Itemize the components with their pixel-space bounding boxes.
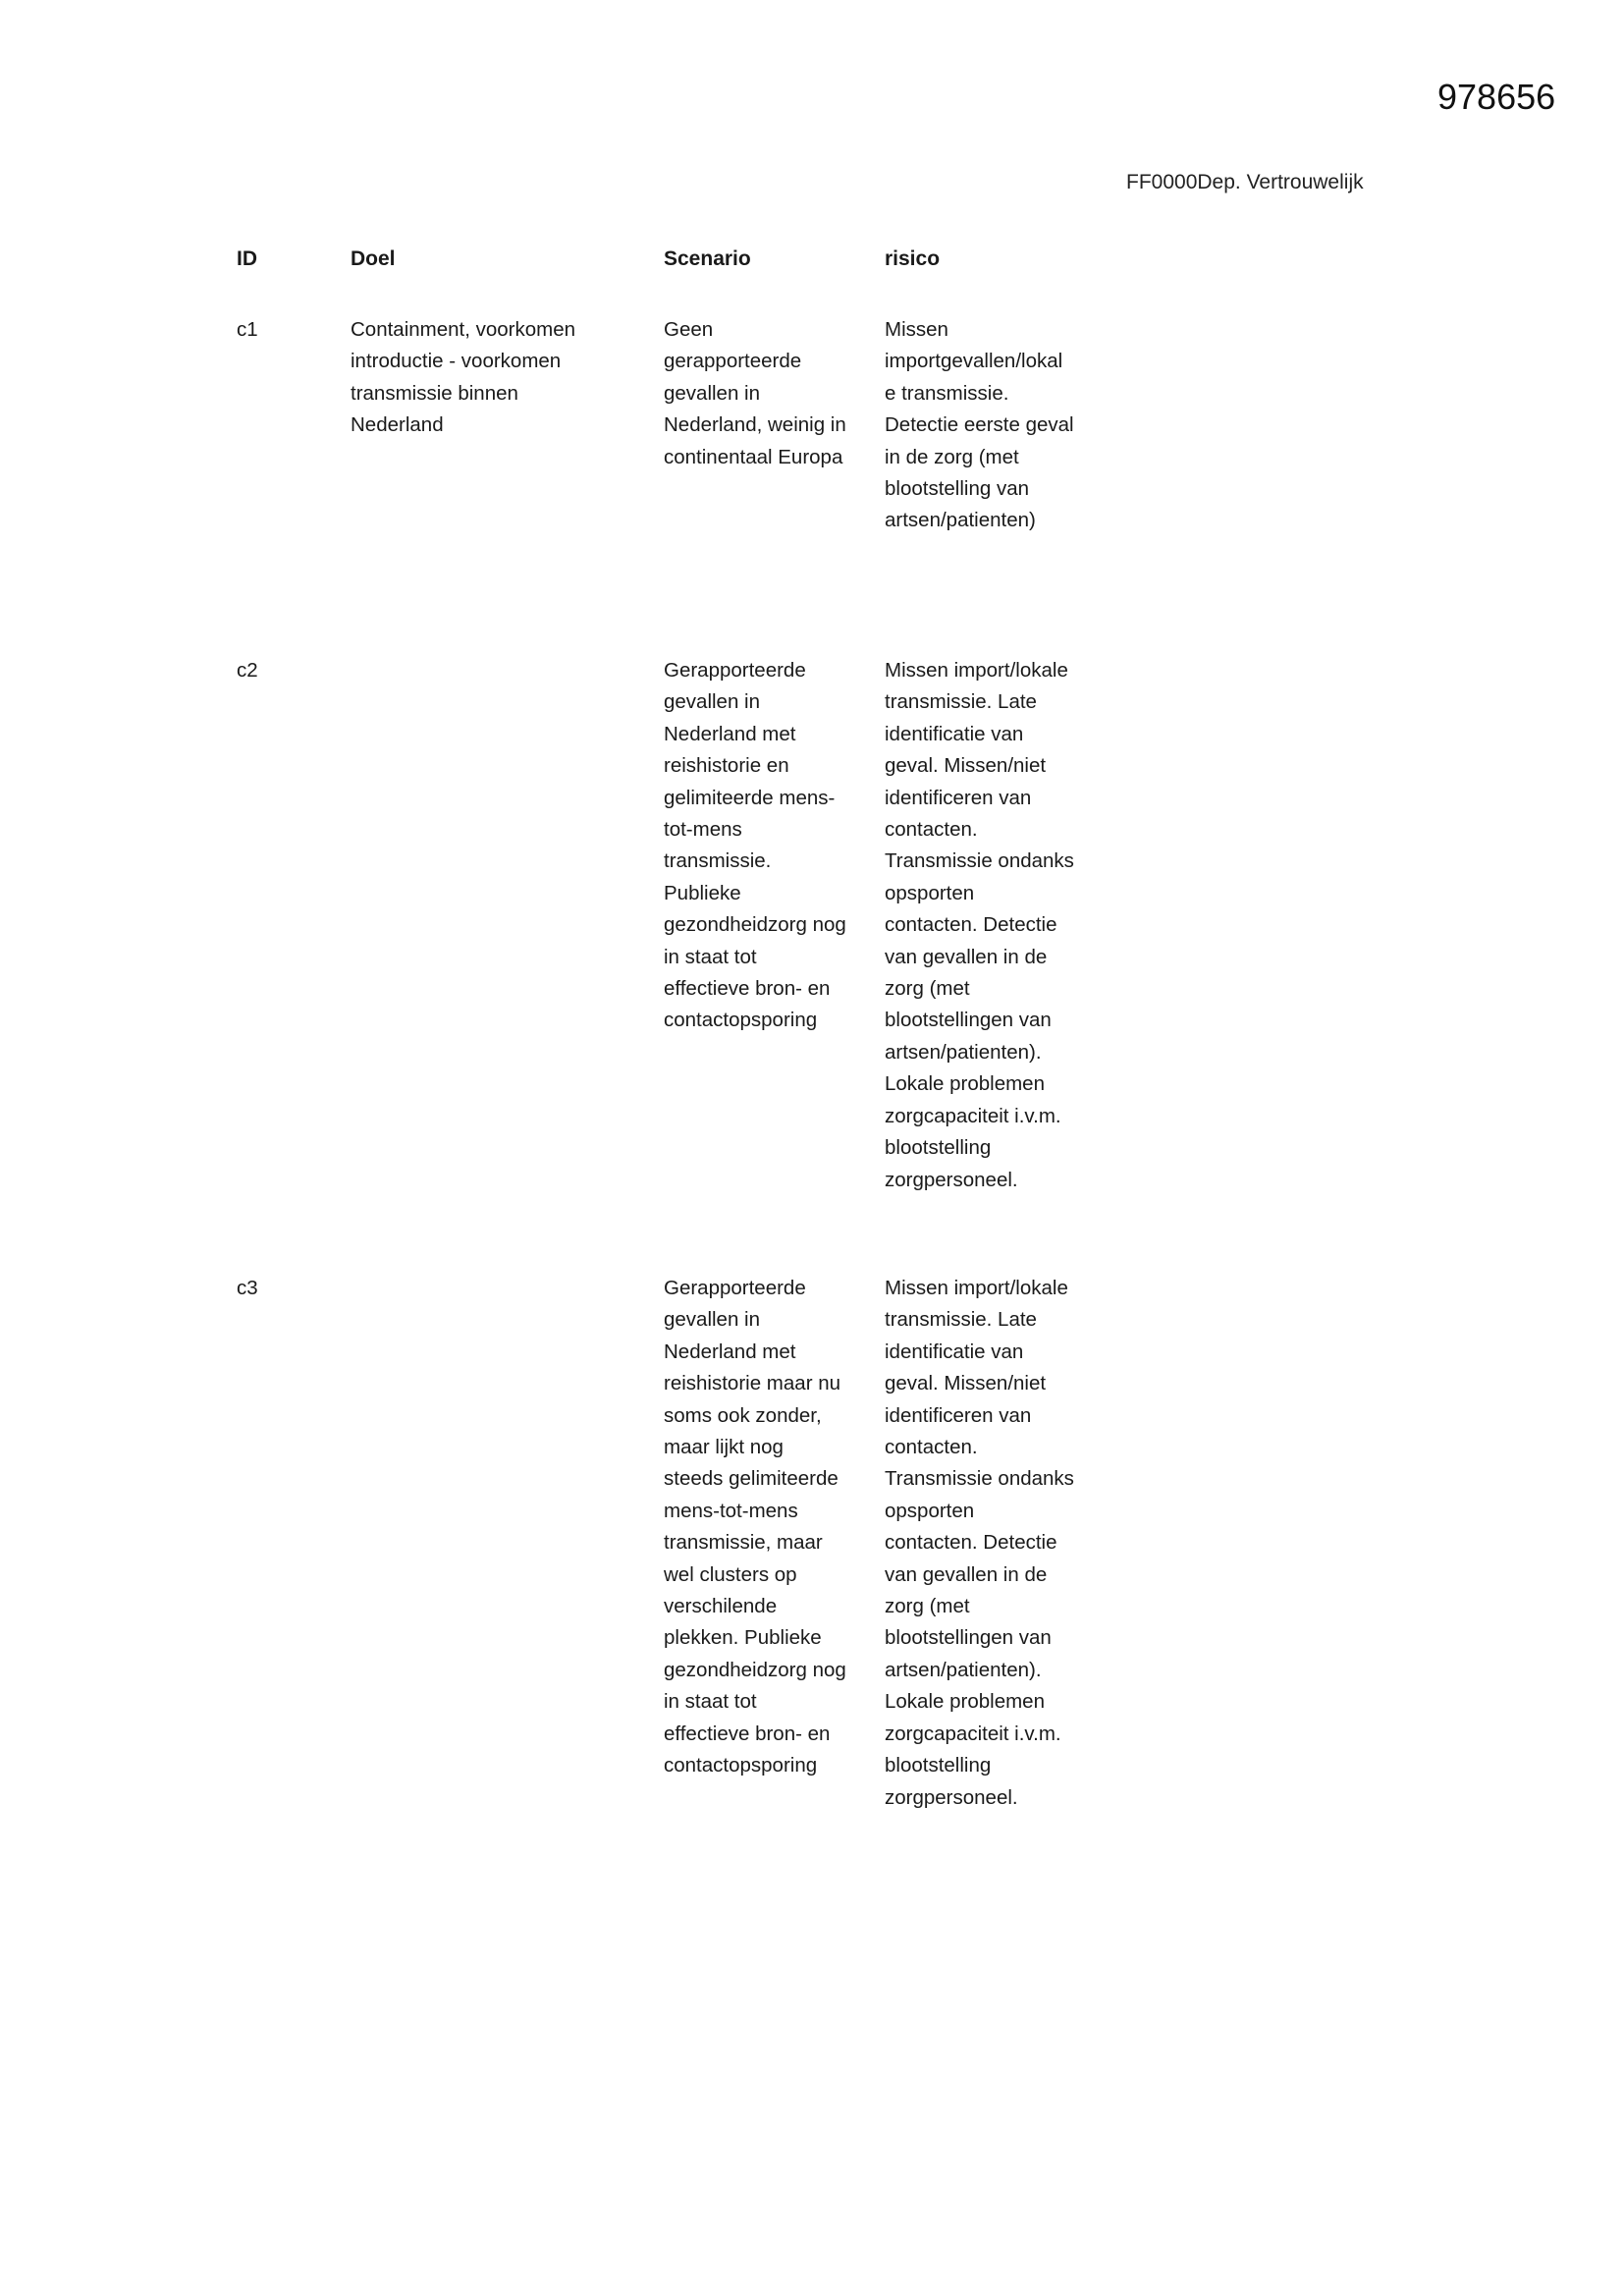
scenario-line: wel clusters op — [664, 1562, 797, 1586]
scenario-line: gezondheidzorg nog — [664, 913, 846, 937]
scenario-line: in staat tot — [664, 1690, 757, 1714]
risico-line: zorgpersoneel. — [885, 1785, 1018, 1809]
scenario-line: transmissie. — [664, 849, 772, 873]
risico-line: Missen import/lokale — [885, 1277, 1068, 1299]
risico-line: Lokale problemen — [885, 1690, 1045, 1714]
risico-line: blootstelling — [885, 1136, 992, 1160]
risico-line: contacten. — [885, 818, 978, 842]
risico-line: contacten. — [885, 1436, 978, 1459]
scenario-line: reishistorie en — [664, 754, 789, 778]
risico-line: Transmissie ondanks — [885, 849, 1074, 873]
cell-scenario — [664, 655, 846, 1037]
risico-line: blootstellingen van — [885, 1009, 1052, 1032]
risico-line: van gevallen in de — [885, 945, 1048, 968]
risico-line: blootstellingen van — [885, 1626, 1052, 1650]
doel-line: Nederland — [351, 413, 444, 437]
scenario-line: Nederland met — [664, 722, 796, 745]
scenario-line: soms ook zonder, — [664, 1403, 822, 1427]
cell-scenario — [664, 314, 846, 473]
risico-line: blootstelling — [885, 1754, 992, 1777]
scenario-line: reishistorie maar nu — [664, 1372, 841, 1395]
risico-line: identificatie van — [885, 722, 1024, 745]
scenario-line: transmissie, maar — [664, 1531, 823, 1555]
doel-line: introductie - voorkomen — [351, 350, 562, 373]
risico-line: Lokale problemen — [885, 1072, 1045, 1096]
risico-line: contacten. Detectie — [885, 1531, 1057, 1555]
scenario-line: mens-tot-mens — [664, 1499, 798, 1522]
risico-line: contacten. Detectie — [885, 913, 1057, 937]
risico-line: importgevallen/lokal — [885, 350, 1063, 373]
cell-doel — [351, 314, 575, 442]
header-scenario: Scenario — [664, 247, 751, 270]
risico-line: in de zorg (met — [885, 445, 1019, 468]
risico-line: van gevallen in de — [885, 1562, 1048, 1586]
scenario-line: Nederland met — [664, 1339, 796, 1363]
header-doel: Doel — [351, 247, 396, 270]
risico-line: identificatie van — [885, 1339, 1024, 1363]
risico-line: Missen — [885, 318, 948, 341]
doel-line: transmissie binnen — [351, 381, 518, 405]
scenario-line: Publieke — [664, 881, 741, 904]
risico-line: opsporten — [885, 1499, 975, 1522]
scenario-line: plekken. Publieke — [664, 1626, 822, 1650]
scenario-line: gerapporteerde — [664, 350, 802, 373]
risico-line: zorg (met — [885, 977, 970, 1001]
cell-risico — [885, 655, 1074, 1196]
risico-line: artsen/patienten). — [885, 1658, 1042, 1681]
risico-line: blootstelling van — [885, 477, 1030, 501]
cell-risico — [885, 314, 1074, 537]
risico-line: transmissie. Late — [885, 1308, 1037, 1332]
scenario-line: continentaal Europa — [664, 445, 843, 468]
scenario-line: gezondheidzorg nog — [664, 1658, 846, 1681]
header-id: ID — [237, 247, 257, 270]
scenario-line: Geen — [664, 318, 714, 341]
scenario-line: effectieve bron- en — [664, 977, 831, 1001]
row-id: c1 — [237, 318, 258, 341]
risico-line: Detectie eerste geval — [885, 413, 1074, 437]
row-id: c2 — [237, 659, 258, 682]
risico-line: geval. Missen/niet — [885, 1372, 1047, 1395]
scenario-line: steeds gelimiteerde — [664, 1467, 839, 1491]
scenario-line: Gerapporteerde — [664, 1277, 806, 1299]
scenario-line: verschilende — [664, 1595, 778, 1618]
document-number: 978656 — [1437, 77, 1556, 117]
risico-line: Transmissie ondanks — [885, 1467, 1074, 1491]
risico-line: artsen/patienten) — [885, 509, 1036, 532]
cell-scenario — [664, 1273, 846, 1782]
scenario-line: gevallen in — [664, 690, 761, 714]
risico-line: zorg (met — [885, 1595, 970, 1618]
scenario-line: contactopsporing — [664, 1754, 818, 1777]
risico-line: geval. Missen/niet — [885, 754, 1047, 778]
row-id: c3 — [237, 1277, 258, 1299]
risico-line: artsen/patienten). — [885, 1040, 1042, 1064]
scenario-line: effectieve bron- en — [664, 1722, 831, 1745]
header-risico: risico — [885, 247, 941, 270]
risico-line: e transmissie. — [885, 381, 1009, 405]
scenario-line: gevallen in — [664, 1308, 761, 1332]
risico-line: transmissie. Late — [885, 690, 1037, 714]
risico-line: Missen import/lokale — [885, 659, 1068, 682]
scenario-line: Gerapporteerde — [664, 659, 806, 682]
scenario-line: maar lijkt nog — [664, 1436, 784, 1459]
risico-line: identificeren van — [885, 786, 1032, 809]
scenario-line: gelimiteerde mens- — [664, 786, 836, 809]
risico-line: identificeren van — [885, 1403, 1032, 1427]
risico-line: zorgpersoneel. — [885, 1168, 1018, 1191]
doel-line: Containment, voorkomen — [351, 318, 576, 341]
risico-line: zorgcapaciteit i.v.m. — [885, 1722, 1061, 1745]
risico-line: zorgcapaciteit i.v.m. — [885, 1104, 1061, 1127]
scenario-line: in staat tot — [664, 945, 757, 968]
scenario-line: Nederland, weinig in — [664, 413, 846, 437]
cell-risico — [885, 1273, 1074, 1814]
classification-label: FF0000Dep. Vertrouwelijk — [1126, 171, 1364, 193]
scenario-line: gevallen in — [664, 381, 761, 405]
risico-line: opsporten — [885, 881, 975, 904]
scenario-line: contactopsporing — [664, 1009, 818, 1032]
scenario-line: tot-mens — [664, 818, 742, 842]
